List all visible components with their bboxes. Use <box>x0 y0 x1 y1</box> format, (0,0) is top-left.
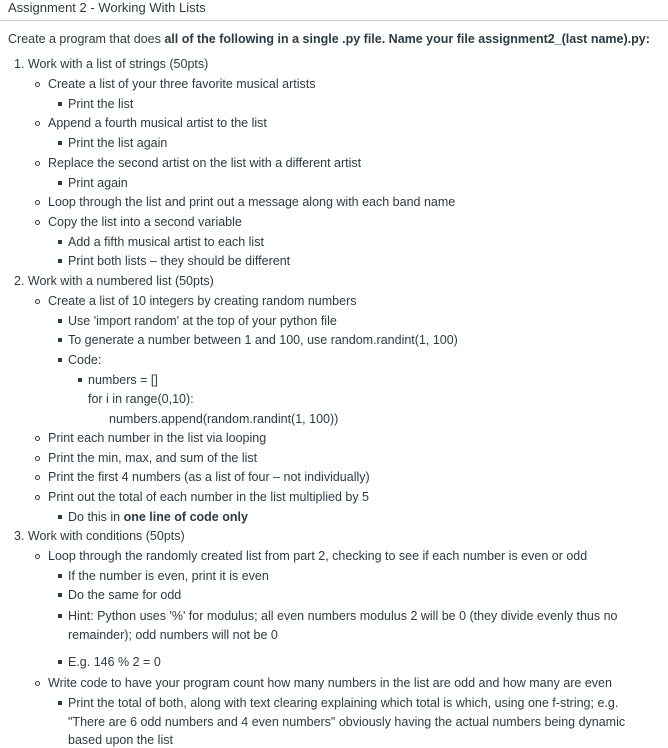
list-item-continued: based upon the list <box>68 733 173 747</box>
circle-bullet-icon <box>35 121 40 126</box>
list-item: Use 'import random' at the top of your python file <box>68 314 337 328</box>
circle-bullet-icon <box>35 220 40 225</box>
section-1-heading: 1. Work with a list of strings (50pts) <box>14 57 209 71</box>
list-item-continued: remainder); odd numbers will not be 0 <box>68 628 278 642</box>
square-bullet-icon <box>58 515 62 519</box>
list-item: Print out the total of each number in the list multiplied by 5 <box>48 490 370 504</box>
list-item: Do this in one line of code only <box>68 510 248 524</box>
square-bullet-icon <box>58 102 62 106</box>
section-3-heading: 3. Work with conditions (50pts) <box>14 529 185 543</box>
list-item: Add a fifth musical artist to each list <box>68 235 264 249</box>
list-item: Loop through the randomly created list from part 2, checking to see if each number is even or odd <box>48 549 588 563</box>
list-item-continued: "There are 6 odd numbers and 4 even numbers" obviously having the actual numbers being dynamic <box>68 715 626 729</box>
code-line: numbers = [] <box>88 373 158 387</box>
list-item: E.g. 146 % 2 = 0 <box>68 655 161 669</box>
circle-bullet-icon <box>35 299 40 304</box>
list-item: Write code to have your program count how many numbers in the list are odd and how many are even <box>48 676 612 690</box>
square-bullet-icon <box>58 259 62 263</box>
intro-bold: all of the following in a single .py file. Name your file assignment2_(last name).py: <box>164 32 650 46</box>
circle-bullet-icon <box>35 82 40 87</box>
circle-bullet-icon <box>35 200 40 205</box>
circle-bullet-icon <box>35 475 40 480</box>
code-line: for i in range(0,10): <box>88 392 194 406</box>
square-bullet-icon <box>78 378 82 382</box>
page-title: Assignment 2 - Working With Lists <box>8 0 206 15</box>
intro-text: Create a program that does all of the following in a single .py file. Name your file assignment2_(last name).py: <box>8 32 650 46</box>
circle-bullet-icon <box>35 495 40 500</box>
list-item: Create a list of your three favorite musical artists <box>48 77 316 91</box>
circle-bullet-icon <box>35 554 40 559</box>
emphasis-text: one line of code only <box>123 510 248 524</box>
square-bullet-icon <box>58 338 62 342</box>
code-line: numbers.append(random.randint(1, 100)) <box>109 412 339 426</box>
square-bullet-icon <box>58 141 62 145</box>
list-item: Create a list of 10 integers by creating random numbers <box>48 294 357 308</box>
list-item: Code: <box>68 353 102 367</box>
list-item: Print both lists – they should be different <box>68 254 291 268</box>
square-bullet-icon <box>58 574 62 578</box>
list-item: If the number is even, print it is even <box>68 569 269 583</box>
square-bullet-icon <box>58 593 62 597</box>
list-item: Print each number in the list via looping <box>48 431 267 445</box>
square-bullet-icon <box>58 358 62 362</box>
square-bullet-icon <box>58 181 62 185</box>
list-item: Print the list <box>68 97 134 111</box>
list-item: Print the list again <box>68 136 168 150</box>
circle-bullet-icon <box>35 161 40 166</box>
square-bullet-icon <box>58 701 62 705</box>
title-divider <box>0 20 668 21</box>
list-item: Replace the second artist on the list with a different artist <box>48 156 362 170</box>
list-item: Append a fourth musical artist to the list <box>48 116 267 130</box>
square-bullet-icon <box>58 614 62 618</box>
circle-bullet-icon <box>35 456 40 461</box>
list-item: To generate a number between 1 and 100, use random.randint(1, 100) <box>68 333 458 347</box>
list-item: Copy the list into a second variable <box>48 215 242 229</box>
square-bullet-icon <box>58 240 62 244</box>
list-item: Hint: Python uses '%' for modulus; all even numbers modulus 2 will be 0 (they divide evenly thus no <box>68 609 618 623</box>
list-item: Loop through the list and print out a message along with each band name <box>48 195 456 209</box>
list-item: Do the same for odd <box>68 588 182 602</box>
square-bullet-icon <box>58 319 62 323</box>
circle-bullet-icon <box>35 436 40 441</box>
list-item: Print again <box>68 176 128 190</box>
square-bullet-icon <box>58 660 62 664</box>
list-item: Print the first 4 numbers (as a list of four – not individually) <box>48 470 370 484</box>
list-item: Print the total of both, along with text clearing explaining which total is which, using one f-string; e.g. <box>68 696 619 710</box>
section-2-heading: 2. Work with a numbered list (50pts) <box>14 274 214 288</box>
list-item: Print the min, max, and sum of the list <box>48 451 258 465</box>
circle-bullet-icon <box>35 681 40 686</box>
